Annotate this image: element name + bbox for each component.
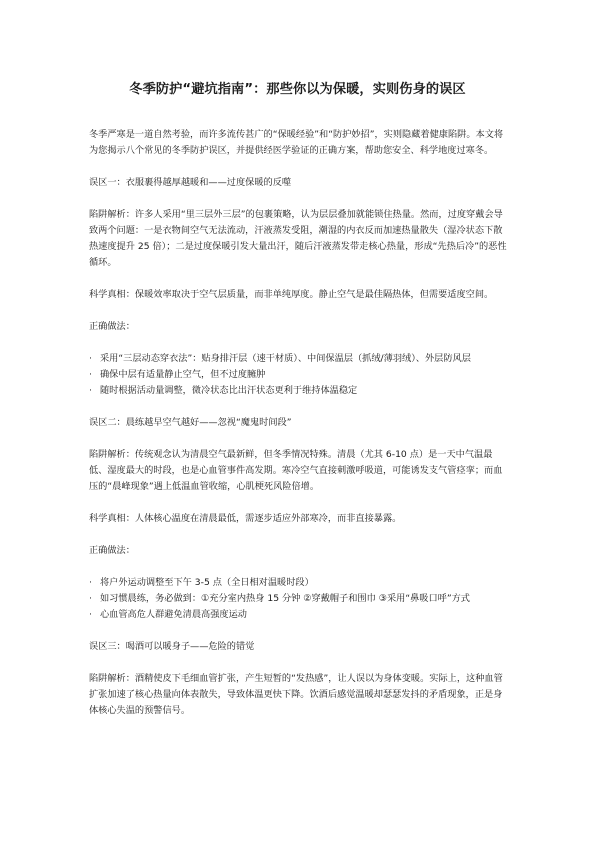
section2-method-list (89, 575, 507, 623)
section2-method-label: 正确做法： (89, 545, 135, 556)
section2-truth: 科学真相：人体核心温度在清晨最低，需逐步适应外部寒冷，而非直接暴露。 (89, 513, 402, 524)
intro-paragraph: 冬季严寒是一道自然考验，而许多流传甚广的“保暖经验”和“防护妙招”，实则隐藏着健康陷阱。本文将为您揭示八个常见的冬季防护误区，并提供经医学验证的正确方案，帮助您安全、科学地度过寒冬。 (89, 129, 504, 156)
list-item: · 随时根据活动量调整，微冷状态比出汗状态更利于维持体温稳定 (89, 383, 507, 399)
document-title: 冬季防护“避坑指南”：那些你以为保暖，实则伤身的误区 (129, 82, 466, 97)
list-item: · 确保中层有适量静止空气，但不过度臃肿 (89, 367, 507, 383)
section2-heading: 误区二：晨练越早空气越好——忽视“魔鬼时间段” (89, 417, 292, 428)
section1-method-list (89, 351, 507, 399)
section1-method-label: 正确做法： (89, 321, 135, 332)
list-item: · 将户外运动调整至下午 3-5 点（全日相对温暖时段） (89, 575, 507, 591)
section2-analysis: 陷阱解析：传统观念认为清晨空气最新鲜，但冬季情况特殊。清晨（尤其 6-10 点）是一天中气温最低、湿度最大的时段，也是心血管事件高发期。寒冷空气直接刺激呼吸道，可能诱发支气管痉挛；而血压的“晨峰现象”遇上低温血管收缩，心肌梗死风险倍增。 (89, 449, 503, 492)
document-body (89, 127, 507, 719)
section1-truth: 科学真相：保暖效率取决于空气层质量，而非单纯厚度。静止空气是最佳隔热体，但需要适度空间。 (89, 289, 494, 300)
section1-analysis: 陷阱解析：许多人采用“里三层外三层”的包裹策略，认为层层叠加就能锁住热量。然而，过度穿戴会导致两个问题：一是衣物间空气无法流动，汗液蒸发受阻，潮湿的内衣反而加速热量散失（湿冷状态下散热速度提升 25 倍）；二是过度保暖引发大量出汗，随后汗液蒸发带走核心热量，形成“先热后冷”的恶性循环。 (89, 209, 507, 268)
section3-analysis: 陷阱解析：酒精使皮下毛细血管扩张，产生短暂的“发热感”，让人误以为身体变暖。实际上，这种血管扩张加速了核心热量向体表散失，导致体温更快下降。饮酒后感觉温暖却瑟瑟发抖的矛盾现象，正是身体核心失温的预警信号。 (89, 673, 503, 716)
section3-heading: 误区三：喝酒可以暖身子——危险的错觉 (89, 641, 255, 652)
list-item: · 如习惯晨练，务必做到：①充分室内热身 15 分钟 ②穿戴帽子和围巾 ③采用“鼻吸口呼”方式 (89, 591, 507, 607)
list-item: · 采用“三层动态穿衣法”：贴身排汗层（速干材质）、中间保温层（抓绒/薄羽绒）、外层防风层 (89, 351, 507, 367)
section1-heading: 误区一：衣服裹得越厚越暖和——过度保暖的反噬 (89, 177, 292, 188)
list-item: · 心血管高危人群避免清晨高强度运动 (89, 607, 507, 623)
